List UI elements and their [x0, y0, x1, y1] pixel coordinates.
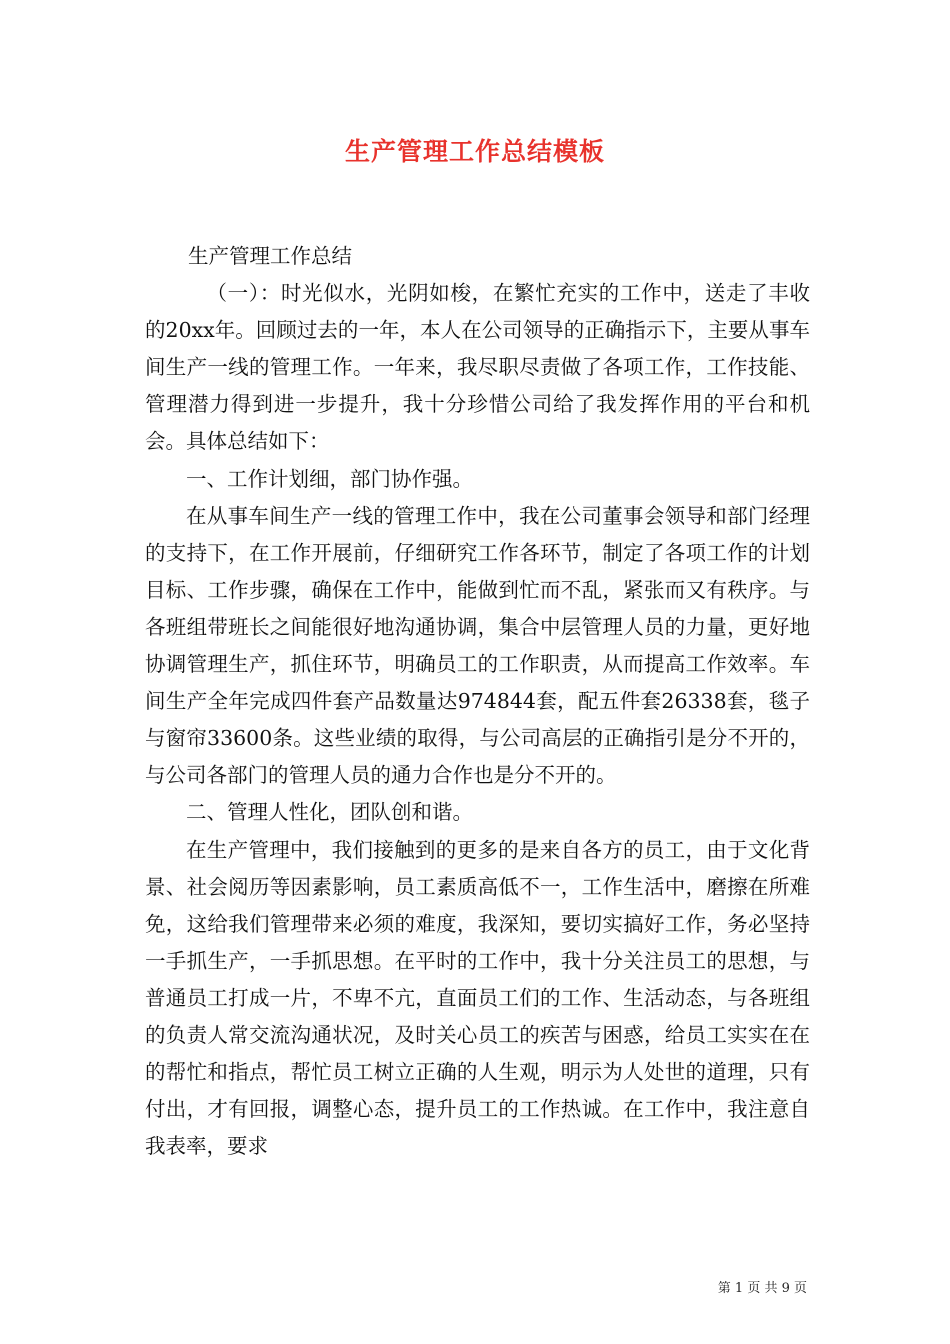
section-heading: 一、工作计划细，部门协作强。	[186, 466, 473, 491]
page-number: 第 1 页 共 9 页	[717, 1281, 807, 1296]
intro-paragraph: （一）：时光似水，光阴如梭，在繁忙充实的工作中，送走了丰收的20xx年。回顾过去的一年，本人在公司领导的正确指示下，主要从事车间生产一线的管理工作。一年来，我尽职尽责做了各项工作，工作技能、管理潜力得到进一步提升，我十分珍惜公司给了我发挥作用的平台和机会。具体总结如下：	[145, 281, 810, 454]
body-paragraph: 在生产管理中，我们接触到的更多的是来自各方的员工，由于文化背景、社会阅历等因素影响，员工素质高低不一，工作生活中，磨擦在所难免，这给我们管理带来必须的难度，我深知，要切实搞好工作，务必坚持一手抓生产，一手抓思想。在平时的工作中，我十分关注员工的思想，与普通员工打成一片，不卑不亢，直面员工们的工作、生活动态，与各班组的负责人常交流沟通状况，及时关心员工的疾苦与困惑，给员工实实在在的帮忙和指点，帮忙员工树立正确的人生观，明示为人处世的道理，只有付出，才有回报，调整心态，提升员工的工作热诚。在工作中，我注意自我表率，要求	[145, 837, 810, 1159]
section-heading: 二、管理人性化，团队创和谐。	[186, 800, 473, 825]
document-title: 生产管理工作总结模板	[344, 137, 605, 166]
document-body	[145, 238, 810, 1165]
section-heading: 生产管理工作总结	[188, 244, 353, 268]
body-paragraph: 在从事车间生产一线的管理工作中，我在公司董事会领导和部门经理的支持下，在工作开展前，仔细研究工作各环节，制定了各项工作的计划目标、工作步骤，确保在工作中，能做到忙而不乱，紧张而又有秩序。与各班组带班长之间能很好地沟通协调，集合中层管理人员的力量，更好地协调管理生产，抓住环节，明确员工的工作职责，从而提高工作效率。车间生产全年完成四件套产品数量达974844套，配五件套26338套，毯子与窗帘33600条。这些业绩的取得，与公司高层的正确指引是分不开的，与公司各部门的管理人员的通力合作也是分不开的。	[145, 503, 810, 788]
